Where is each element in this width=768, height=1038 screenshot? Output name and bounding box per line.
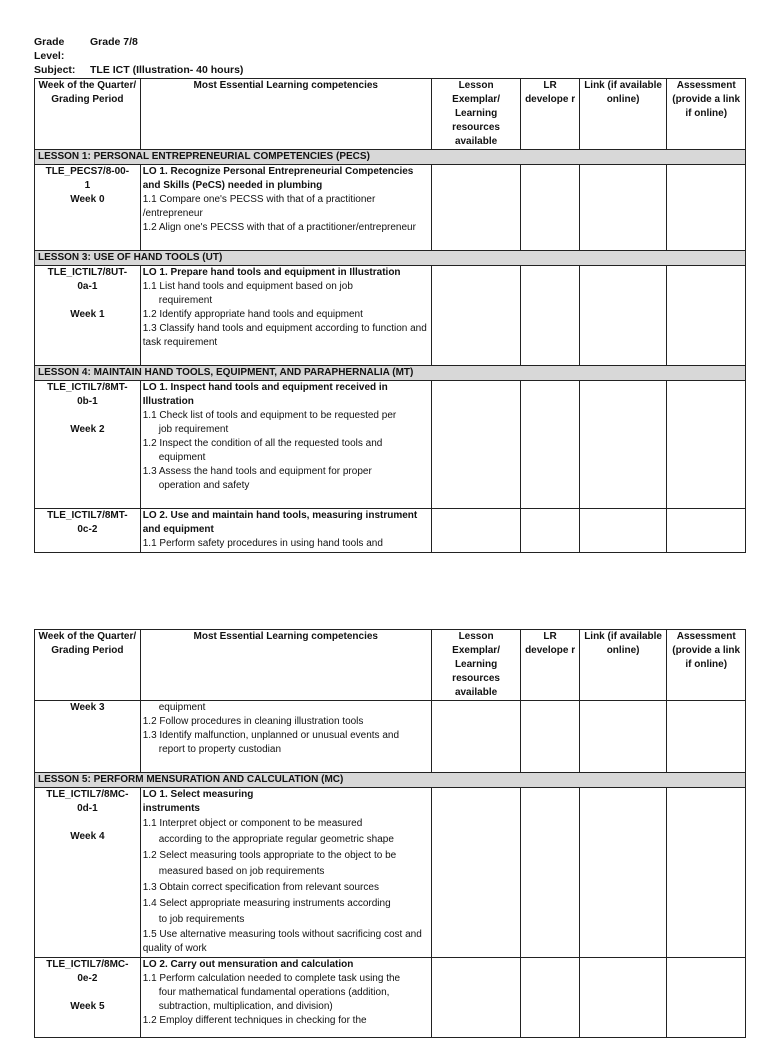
competency-item: 1.2 Inspect the condition of all the requested tools and bbox=[142, 438, 383, 449]
week-label: Week 5 bbox=[70, 1001, 105, 1012]
competency-item: 1.1 List hand tools and equipment based on job bbox=[142, 281, 353, 292]
competency-cell bbox=[140, 509, 431, 553]
grade-level-label: Grade Level: bbox=[34, 36, 65, 62]
week-label: Week 3 bbox=[70, 702, 105, 713]
competency-code-suffix: 0a-1 bbox=[77, 281, 98, 292]
table-row bbox=[35, 701, 746, 773]
competency-item-cont: requirement bbox=[158, 295, 213, 306]
competency-code-suffix: 0c-2 bbox=[77, 524, 98, 535]
competency-item-cont: according to the appropriate regular geometric shape bbox=[158, 834, 394, 845]
competency-item-cont: to job requirements bbox=[158, 914, 245, 925]
competency-code: TLE_ICTIL7/8MC- bbox=[46, 959, 129, 970]
competency-item: 1.3 Assess the hand tools and equipment for proper bbox=[142, 466, 372, 477]
subject-label: Subject: bbox=[34, 64, 76, 76]
link-cell bbox=[579, 266, 667, 366]
competency-code-suffix: 0e-2 bbox=[77, 973, 98, 984]
assessment-cell bbox=[667, 165, 746, 251]
header-link: Link (if available online) bbox=[579, 630, 667, 701]
lesson-exemplar-cell bbox=[431, 788, 521, 958]
week-cell bbox=[35, 958, 141, 1038]
subject-value: TLE ICT (Illustration- 40 hours) bbox=[90, 64, 244, 76]
competency-item-cont: four mathematical fundamental operations (addition, bbox=[158, 987, 390, 998]
learning-outcome: LO 2. Use and maintain hand tools, measuring instrument and equipment bbox=[142, 510, 418, 535]
link-cell bbox=[579, 788, 667, 958]
competency-code: TLE_PECS7/8-00- bbox=[45, 166, 130, 177]
competency-item-cont: report to property custodian bbox=[158, 744, 282, 755]
lesson-title: LESSON 1: PERSONAL ENTREPRENEURIAL COMPETENCIES (PECS) bbox=[35, 150, 746, 165]
learning-outcome: LO 1. Prepare hand tools and equipment in Illustration bbox=[142, 267, 401, 278]
competency-item: 1.1 Interpret object or component to be measured bbox=[142, 818, 363, 829]
assessment-cell bbox=[667, 509, 746, 553]
competency-item: 1.3 Identify malfunction, unplanned or unusual events and bbox=[142, 730, 400, 741]
lesson-exemplar-cell bbox=[431, 165, 521, 251]
competency-code-suffix: 0b-1 bbox=[77, 396, 98, 407]
competency-code: TLE_ICTIL7/8MT- bbox=[47, 382, 128, 393]
assessment-cell bbox=[667, 701, 746, 773]
competency-code: TLE_ICTIL7/8MT- bbox=[47, 510, 128, 521]
week-cell bbox=[35, 788, 141, 958]
competency-item: 1.1 Perform safety procedures in using hand tools and bbox=[142, 538, 383, 549]
lesson-row bbox=[35, 773, 746, 788]
lesson-exemplar-cell bbox=[431, 958, 521, 1038]
assessment-cell bbox=[667, 788, 746, 958]
lr-cell bbox=[521, 165, 579, 251]
competency-item-cont: equipment bbox=[158, 452, 206, 463]
lesson-row bbox=[35, 150, 746, 165]
table-row bbox=[35, 381, 746, 509]
table-row bbox=[35, 509, 746, 553]
table-row bbox=[35, 788, 746, 958]
competency-item: 1.1 Compare one's PECSS with that of a practitioner /entrepreneur bbox=[142, 194, 376, 219]
week-cell bbox=[35, 701, 141, 773]
competency-item: 1.1 Check list of tools and equipment to be requested per bbox=[142, 410, 397, 421]
competency-item-cont: subtraction, multiplication, and division) bbox=[158, 1001, 333, 1012]
competency-cell bbox=[140, 266, 431, 366]
competency-item-cont: operation and safety bbox=[158, 480, 250, 491]
header-lr-developer: LR develope r bbox=[521, 630, 579, 701]
competency-item: 1.2 Follow procedures in cleaning illustration tools bbox=[142, 716, 364, 727]
header-melc: Most Essential Learning competencies bbox=[140, 79, 431, 150]
week-label: Week 0 bbox=[70, 194, 105, 205]
week-label: Week 1 bbox=[70, 309, 105, 320]
lesson-row bbox=[35, 366, 746, 381]
header-lesson-exemplar: Lesson Exemplar/ Learning resources available bbox=[431, 630, 521, 701]
lr-cell bbox=[521, 958, 579, 1038]
lr-cell bbox=[521, 788, 579, 958]
curriculum-table-1 bbox=[34, 78, 746, 553]
link-cell bbox=[579, 701, 667, 773]
competency-item: 1.2 Identify appropriate hand tools and equipment bbox=[142, 309, 363, 320]
table-row bbox=[35, 958, 746, 1038]
competency-cell bbox=[140, 381, 431, 509]
curriculum-table-2 bbox=[34, 629, 746, 1038]
header-assessment: Assessment (provide a link if online) bbox=[667, 79, 746, 150]
week-cell bbox=[35, 381, 141, 509]
competency-item-cont: job requirement bbox=[158, 424, 229, 435]
learning-outcome: LO 1. Select measuring bbox=[142, 789, 254, 800]
competency-code: TLE_ICTIL7/8MC- bbox=[46, 789, 129, 800]
table-row bbox=[35, 266, 746, 366]
document-meta bbox=[34, 35, 243, 77]
lesson-exemplar-cell bbox=[431, 701, 521, 773]
competency-item: 1.2 Align one's PECSS with that of a practitioner/entrepreneur bbox=[142, 222, 416, 233]
competency-item: 1.3 Classify hand tools and equipment according to function and task requirement bbox=[142, 323, 427, 348]
assessment-cell bbox=[667, 266, 746, 366]
competency-cell bbox=[140, 165, 431, 251]
competency-item: 1.3 Obtain correct specification from relevant sources bbox=[142, 882, 379, 893]
lesson-exemplar-cell bbox=[431, 381, 521, 509]
lesson-title: LESSON 3: USE OF HAND TOOLS (UT) bbox=[35, 251, 746, 266]
lr-cell bbox=[521, 509, 579, 553]
competency-item: 1.2 Employ different techniques in checking for the bbox=[142, 1015, 367, 1026]
lesson-title: LESSON 4: MAINTAIN HAND TOOLS, EQUIPMENT, AND PARAPHERNALIA (MT) bbox=[35, 366, 746, 381]
week-cell bbox=[35, 165, 141, 251]
table-header-row bbox=[35, 630, 746, 701]
lr-cell bbox=[521, 266, 579, 366]
link-cell bbox=[579, 958, 667, 1038]
lr-cell bbox=[521, 381, 579, 509]
week-label: Week 2 bbox=[70, 424, 105, 435]
competency-item-cont: equipment bbox=[158, 702, 206, 713]
competency-cell bbox=[140, 788, 431, 958]
competency-item: 1.2 Select measuring tools appropriate to the object to be bbox=[142, 850, 397, 861]
lesson-title: LESSON 5: PERFORM MENSURATION AND CALCULATION (MC) bbox=[35, 773, 746, 788]
week-cell bbox=[35, 266, 141, 366]
week-label: Week 4 bbox=[70, 831, 105, 842]
header-melc: Most Essential Learning competencies bbox=[140, 630, 431, 701]
competency-item-cont: measured based on job requirements bbox=[158, 866, 325, 877]
competency-code-suffix: 1 bbox=[84, 180, 91, 191]
link-cell bbox=[579, 165, 667, 251]
link-cell bbox=[579, 509, 667, 553]
header-week: Week of the Quarter/ Grading Period bbox=[35, 79, 141, 150]
grade-level-value: Grade 7/8 bbox=[90, 36, 138, 48]
competency-item: 1.5 Use alternative measuring tools without sacrificing cost and quality of work bbox=[142, 929, 422, 954]
competency-code-suffix: 0d-1 bbox=[77, 803, 98, 814]
link-cell bbox=[579, 381, 667, 509]
header-assessment: Assessment (provide a link if online) bbox=[667, 630, 746, 701]
learning-outcome: LO 2. Carry out mensuration and calculation bbox=[142, 959, 354, 970]
competency-code: TLE_ICTIL7/8UT- bbox=[47, 267, 128, 278]
lr-cell bbox=[521, 701, 579, 773]
table-header-row bbox=[35, 79, 746, 150]
learning-outcome-cont: instruments bbox=[142, 803, 200, 814]
lesson-exemplar-cell bbox=[431, 266, 521, 366]
lesson-row bbox=[35, 251, 746, 266]
competency-cell bbox=[140, 958, 431, 1038]
competency-item: 1.4 Select appropriate measuring instruments according bbox=[142, 898, 391, 909]
assessment-cell bbox=[667, 381, 746, 509]
header-week: Week of the Quarter/ Grading Period bbox=[35, 630, 141, 701]
table-row bbox=[35, 165, 746, 251]
header-link: Link (if available online) bbox=[579, 79, 667, 150]
competency-cell bbox=[140, 701, 431, 773]
header-lr-developer: LR develope r bbox=[521, 79, 579, 150]
learning-outcome: LO 1. Inspect hand tools and equipment received in Illustration bbox=[142, 382, 388, 407]
lesson-exemplar-cell bbox=[431, 509, 521, 553]
assessment-cell bbox=[667, 958, 746, 1038]
header-lesson-exemplar: Lesson Exemplar/ Learning resources available bbox=[431, 79, 521, 150]
week-cell bbox=[35, 509, 141, 553]
learning-outcome: LO 1. Recognize Personal Entrepreneurial Competencies and Skills (PeCS) needed in plumbing bbox=[142, 166, 414, 191]
competency-item: 1.1 Perform calculation needed to complete task using the bbox=[142, 973, 401, 984]
